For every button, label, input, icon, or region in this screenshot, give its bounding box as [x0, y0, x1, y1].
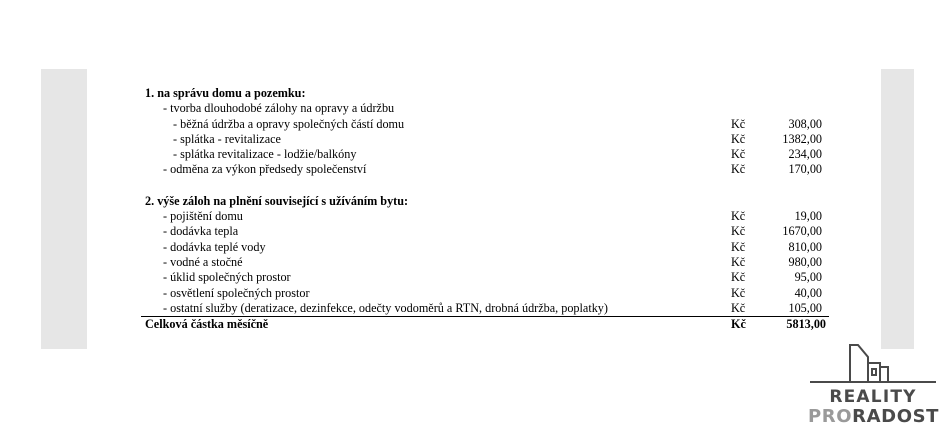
section-2-heading [145, 194, 825, 209]
item-currency: Kč [731, 270, 746, 285]
section-1-title: 1. na správu domu a pozemku: [145, 86, 306, 100]
item-amount: 1382,00 [782, 131, 822, 146]
item-currency: Kč [731, 131, 746, 146]
item-currency: Kč [731, 300, 746, 315]
list-item [145, 255, 825, 270]
list-item [145, 162, 825, 177]
right-margin-panel [881, 69, 914, 349]
item-currency: Kč [731, 224, 746, 239]
section-2-title: 2. výše záloh na plnění související s užíváním bytu: [145, 193, 409, 208]
total-currency: Kč [731, 317, 746, 332]
list-item [145, 301, 825, 316]
item-amount: 810,00 [788, 239, 822, 254]
item-currency: Kč [731, 239, 746, 254]
total-label: Celková částka měsíčně [145, 317, 269, 332]
item-label: - úklid společných prostor [163, 270, 291, 285]
item-amount: 19,00 [794, 209, 822, 224]
total-amount: 5813,00 [786, 317, 826, 332]
list-item [145, 101, 825, 116]
logo-line-2 [808, 406, 938, 427]
item-amount: 40,00 [794, 285, 822, 300]
item-label: - běžná údržba a opravy společných částí domu [173, 116, 405, 131]
list-item [145, 132, 825, 147]
item-amount: 105,00 [788, 300, 822, 315]
item-amount: 95,00 [794, 270, 822, 285]
item-currency: Kč [731, 162, 746, 177]
item-amount: 234,00 [788, 147, 822, 162]
item-amount: 170,00 [788, 162, 822, 177]
item-label: - dodávka tepla [163, 224, 239, 239]
item-label: - ostatní služby (deratizace, dezinfekce, odečty vodoměrů a RTN, drobná údržba, poplatky) [163, 300, 608, 315]
logo-radost: RADOST [852, 406, 940, 427]
item-label: - tvorba dlouhodobé zálohy na opravy a údržbu [163, 101, 395, 116]
list-item [145, 270, 825, 285]
list-item [145, 240, 825, 255]
item-label: - splátka revitalizace - lodžie/balkóny [173, 147, 357, 162]
left-margin-panel [41, 69, 87, 349]
item-amount: 1670,00 [782, 224, 822, 239]
item-label: - pojištění domu [163, 209, 243, 224]
section-gap [145, 178, 825, 194]
list-item [145, 209, 825, 224]
list-item [145, 147, 825, 162]
item-currency: Kč [731, 254, 746, 269]
total-row [141, 316, 829, 332]
item-label: - osvětlení společných prostor [163, 285, 310, 300]
logo-line-1: REALITY [829, 387, 917, 407]
list-item [145, 286, 825, 301]
item-label: - odměna za výkon předsedy společenství [163, 162, 367, 177]
list-item [145, 117, 825, 132]
section-1-heading [145, 86, 825, 101]
item-currency: Kč [731, 209, 746, 224]
item-currency: Kč [731, 147, 746, 162]
item-label: - vodné a stočné [163, 254, 243, 269]
item-currency: Kč [731, 116, 746, 131]
item-amount: 980,00 [788, 254, 822, 269]
item-amount: 308,00 [788, 116, 822, 131]
list-item [145, 224, 825, 239]
item-currency: Kč [731, 285, 746, 300]
fee-breakdown-document [145, 86, 825, 332]
item-label: - dodávka teplé vody [163, 239, 266, 254]
item-label: - splátka - revitalizace [173, 131, 281, 146]
logo-pro: PRO [808, 406, 853, 427]
